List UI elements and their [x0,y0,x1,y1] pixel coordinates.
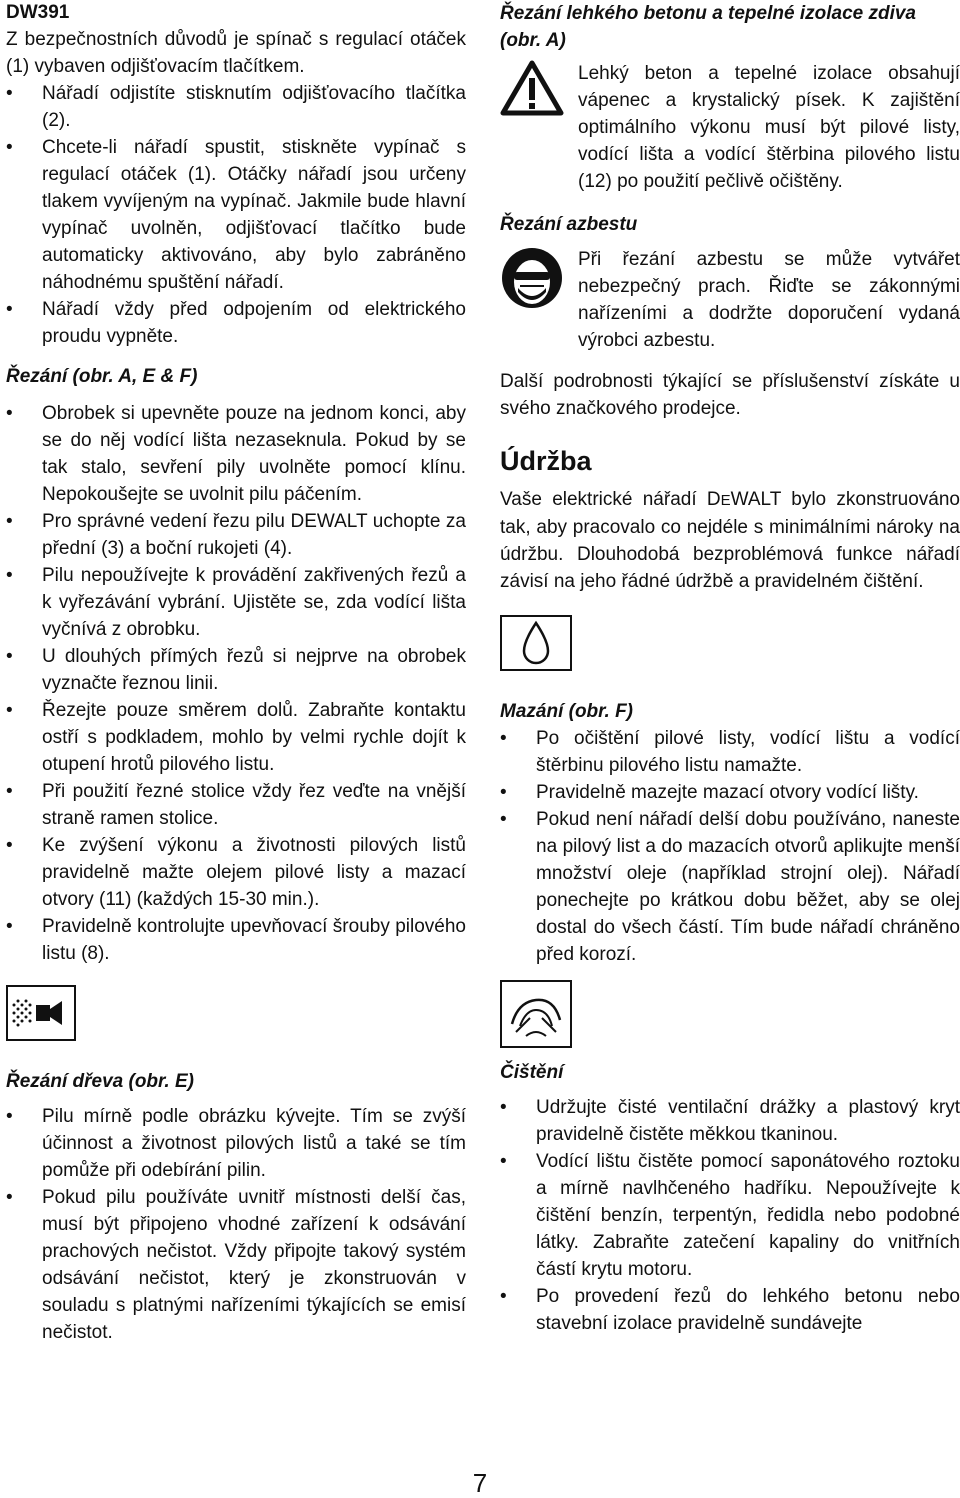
concrete-warning [500,60,960,195]
brand-letter: E [720,492,731,509]
page-number: 7 [472,1468,488,1498]
list-item: • Obrobek si upevněte pouze na jednom konci, aby se do něj vodící lišta nezaseknula. Pokud by se tak stalo, sevření pily uvolněte pomocí klínu. Nepokoušejte se uvolnit pilu páčením. [6,400,466,508]
concrete-text: Lehký beton a tepelné izolace obsahují vápenec a krystalický písek. K zajištění optimálního výkonu musí být pilové listy, vodící lišta a vodící štěrbina pilového listu (12) po použití pečlivě očištěny. [578,63,960,192]
switch-instructions-list [6,80,466,350]
oil-spray-icon [6,985,466,1046]
wood-cutting-list [6,1103,466,1346]
cleaning-list [500,1094,960,1337]
list-item: • Pravidelně kontrolujte upevňovací šrouby pilového listu (8). [6,913,466,967]
lubrication-list [500,725,960,968]
list-item: • Nářadí odjistíte stisknutím odjišťovacího tlačítka (2). [6,80,466,134]
list-item: • U dlouhých přímých řezů si nejprve na obrobek vyznačte řeznou linii. [6,643,466,697]
list-item: • Po provedení řezů do lehkého betonu nebo stavební izolace pravidelně sundávejte [500,1283,960,1337]
list-item: • Ke zvýšení výkonu a životnosti pilových listů pravidelně mažte olejem pilové listy a mazací otvory (11) (každých 15-30 min.). [6,832,466,913]
model-number: DW391 [6,2,70,23]
list-item: • Nářadí vždy před odpojením od elektrického proudu vypněte. [6,296,466,350]
intro-paragraph: Z bezpečnostních důvodů je spínač s regulací otáček (1) vybaven odjišťovacím tlačítkem. [6,29,466,77]
list-item: • Pilu nepoužívejte k provádění zakřivených řezů a k vyřezávání vybrání. Ujistěte se, zda vodící lišta vyčnívá z obrobku. [6,562,466,643]
cleaning-hands-icon [500,980,960,1053]
maintenance-text [500,486,960,595]
accessories-text: Další podrobnosti týkající se příslušenství získáte u svého značkového prodejce. [500,371,960,419]
list-item: • Chcete-li nářadí spustit, stiskněte vypínač s regulací otáček (1). Otáčky nářadí jsou určeny tlakem vyvíjeným na vypínač. Jakmile bude hlavní vypínač uvolněn, odjišťovací tlačítko bude automaticky aktivováno, aby bylo zabráněno náhodnému spuštění nářadí. [6,134,466,296]
asbestos-warning [500,246,960,354]
wood-cutting-heading: Řezání dřeva (obr. E) [6,1071,194,1092]
lubrication-heading: Mazání (obr. F) [500,701,633,722]
list-item: • Pokud pilu používáte uvnitř místnosti delší čas, musí být připojeno vhodné zařízení k odsávání prachových nečistot. Vždy připojte takový systém odsávání nečistot, který je zkonstruován v souladu s platnými nařízeními týkajících se emisí nečistot. [6,1184,466,1346]
list-item: • Pilu mírně podle obrázku kývejte. Tím se zvýší účinnost a životnost pilových listů a také se tím pomůže při odebírání pilin. [6,1103,466,1184]
asbestos-heading: Řezání azbestu [500,214,638,235]
list-item: • Pro správné vedení řezu pilu DEWALT uchopte za přední (3) a boční rukojeti (4). [6,508,466,562]
concrete-heading: Řezání lehkého betonu a tepelné izolace zdiva (obr. A) [500,3,916,51]
list-item: • Pravidelně mazejte mazací otvory vodící lišty. [500,779,960,806]
oil-drop-icon [500,615,960,676]
list-item: • Pokud není nářadí delší dobu používáno, naneste na pilový list a do mazacích otvorů aplikujte menší množství oleje (například strojní olej). Nářadí ponechejte po krátkou dobu běžet, aby se olej dostal do všech částí. Tím bude nářadí chráněno před korozí. [500,806,960,968]
list-item: • Při použití řezné stolice vždy řez veďte na vnější straně ramen stolice. [6,778,466,832]
asbestos-text: Při řezání azbestu se může vytvářet nebezpečný prach. Řiďte se zákonnými nařízeními a dodržte doporučení vydaná výrobci azbestu. [578,249,960,351]
maintenance-text-part: Vaše elektrické nářadí D [500,489,721,510]
warning-triangle-icon [500,60,578,121]
maintenance-text-part: WALT bylo zkonstruováno tak, aby pracovalo co nejdéle s minimálními nároky na údržbu. Dlouhodobá bezproblémová funkce nářadí závisí na jeho řádné údržbě a pravidelném čištění. [500,489,960,592]
maintenance-heading: Údržba [500,446,592,476]
list-item: • Vodící lištu čistěte pomocí saponátového roztoku a mírně navlhčeného hadříku. Nepoužívejte k čištění benzín, terpentýn, ředidla nebo podobné látky. Zabraňte zatečení kapaliny do vnitřních částí krytu motoru. [500,1148,960,1283]
cleaning-heading: Čištění [500,1062,564,1083]
respirator-mask-icon [500,246,578,315]
list-item: • Řezejte pouze směrem dolů. Zabraňte kontaktu ostří s podkladem, mohlo by velmi rychle dojít k otupení hrotů pilového listu. [6,697,466,778]
right-column [500,0,960,1337]
left-column [6,0,466,1346]
list-item: • Udržujte čisté ventilační drážky a plastový kryt pravidelně čistěte měkkou tkaninou. [500,1094,960,1148]
cutting-instructions-list [6,400,466,967]
cutting-heading: Řezání (obr. A, E & F) [6,366,198,387]
list-item: • Po očištění pilové listy, vodící lištu a vodící štěrbinu pilového listu namažte. [500,725,960,779]
